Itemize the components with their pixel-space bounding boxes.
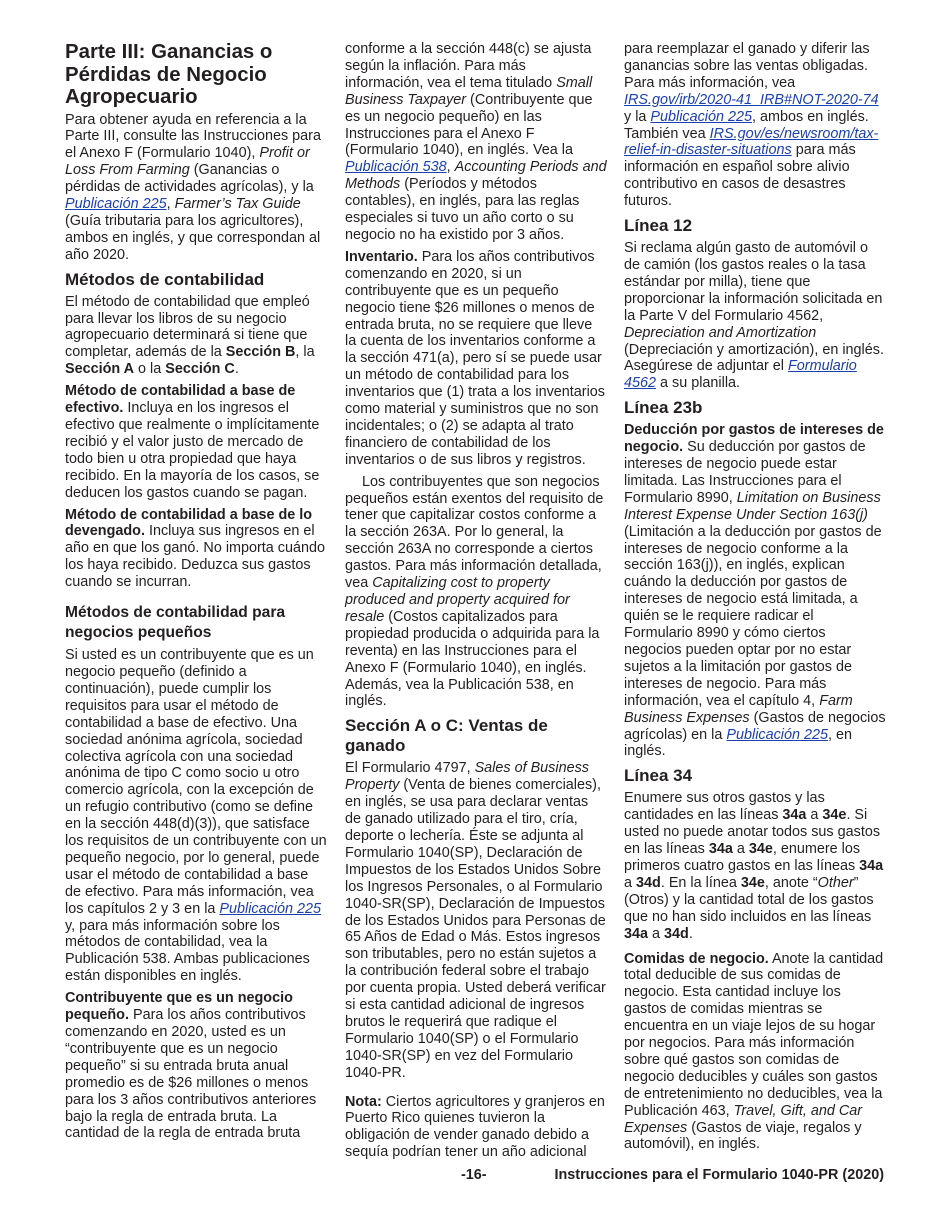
negocios-pequenos-paragraph: Si usted es un contribuyente que es un negocio pequeño (definido a continuación), puede cumplir los requisitos para usar el método de contabilidad a base de efectivo. Una sociedad anónima agrícola, sociedad colectiva agrícola con una sociedad anónima de tipo C como socio u otro comercio agrícola, con la excepción de un refugio contributivo (como se define en la sección 448(d)(3)), que satisface los requisitos de un contribuyente con un pequeño negocio, por lo general, puede usar el método de contabilidad a base de efectivo. Para más información, vea los capítulos 2 y 3 en la Publicación 225 y, para más información sobre los métodos de contabilidad, vea la Publicación 538. Ambas publicaciones están disponibles en inglés. <box>65 647 327 985</box>
column-2 <box>345 41 607 1166</box>
link-irb-2020-41[interactable]: IRS.gov/irb/2020-41_IRB#NOT-2020-74 <box>624 91 879 108</box>
inventario-paragraph: Inventario. Para los años contributivos comenzando en 2020, si un contribuyente que es un pequeño negocio tiene $26 millones o menos de entrada bruta, no se requiere que lleve la cuenta de los inventarios conforme a la sección 471(a), pero sí se puede usar un método de contabilidad para los inventarios que (1) trata a los inventarios como material y suministros que no son incidentales; o (2) se adapta al trato financiero de contabilidad de los inventarios o de sus libros y registros. <box>345 248 605 468</box>
metodos-paragraph: El método de contabilidad que empleó para llevar los libros de su negocio agropecuario determinará si tiene que completar, además de la Sección B, la Sección A o la Sección C. <box>65 293 315 378</box>
linea-12-paragraph: Si reclama algún gasto de automóvil o de camión (los gastos reales o la tasa estándar por milla), tiene que proporcionar la información solicitada en la Parte V del Formulario 4562, Depreciation and Amortization (Depreciación y amortización), en inglés. Asegúrese de adjuntar el Formulario 4562 a su planilla. <box>624 240 884 392</box>
reemplazar-ganado-paragraph: para reemplazar el ganado y diferir las ganancias sobre las ventas obligadas. Para más información, vea IRS.gov/irb/2020-41_IRB#NOT-2020-74 y la Publicación 225, ambos en inglés. También vea IRS.gov/es/newsroom/tax-relief-in-disaster-situations para más información en español sobre alivio contributivo en casos de desastres futuros. <box>624 41 879 210</box>
link-publicacion-225[interactable]: Publicación 225 <box>726 726 828 743</box>
heading-metodos-contabilidad: Métodos de contabilidad <box>65 269 265 289</box>
seccion-263a-paragraph: Los contribuyentes que son negocios pequeños están exentos del requisito de tener que capitalizar costos conforme a la sección 263A. Por lo general, la sección 263A no corresponde a ciertos gastos. Para más información detallada, vea Capitalizing cost to property produced and property acquired for resale (Costos capitalizados para propiedad producida o adquirida para la reventa) en las Instrucciones para el Anexo F (Formulario 1040), en inglés. Además, vea la Publicación 538, en inglés. <box>345 473 604 710</box>
link-publicacion-225[interactable]: Publicación 225 <box>219 900 321 917</box>
contribuyente-negocio-pequeno-paragraph: Contribuyente que es un negocio pequeño. Para los años contributivos comenzando en 2020, usted es un “contribuyente que es un negocio pequeño” si su entrada bruta anual promedio es de $26 millones o menos para los 3 años contributivos anteriores bajo la regla de entrada bruta. La cantidad de la regla de entrada bruta <box>65 990 317 1142</box>
heading-negocios-pequenos: Métodos de contabilidad para negocios pequeños <box>65 604 286 642</box>
column-3 <box>624 41 886 1158</box>
heading-linea-12: Línea 12 <box>624 216 693 236</box>
nota-paragraph: Nota: Ciertos agricultores y granjeros en Puerto Rico quienes tuvieron la obligación de vender ganado debido a sequía podrían tener un año adicional <box>345 1093 605 1161</box>
seccion-448c-paragraph: conforme a la sección 448(c) se ajusta según la inflación. Para más información, vea el tema titulado Small Business Taxpayer (Contribuyente que es un negocio pequeño) en las Instrucciones para el Anexo F (Formulario 1040), en inglés. Vea la Publicación 538, Accounting Periods and Methods (Períodos y métodos contables), en inglés, para las reglas especiales si tuvo un año corto o su negocio no ha existido por 3 años. <box>345 41 607 243</box>
heading-parte-iii: Parte III: Ganancias o Pérdidas de Negocio Agropecuario <box>65 41 273 108</box>
column-1 <box>65 41 327 1147</box>
parte-iii-intro: Para obtener ayuda en referencia a la Parte III, consulte las Instrucciones para el Anexo F (Formulario 1040), Profit or Loss From Farming (Ganancias o pérdidas de actividades agrícolas), y la Publicación 225, Farmer’s Tax Guide (Guía tributaria para los agricultores), ambos en inglés, y que correspondan al año 2020. <box>65 111 321 263</box>
heading-linea-23b: Línea 23b <box>624 398 703 418</box>
linea-23b-paragraph: Deducción por gastos de intereses de negocio. Su deducción por gastos de intereses de negocio puede estar limitada. Las Instrucciones para el Formulario 8990, Limitation on Business Interest Expense Under Section 163(j) (Limitación a la deducción por gastos de intereses de negocio conforme a la sección 163(j)), en inglés, explican cuándo la deducción por gastos de intereses de negocio está limitada, a quién se le requiere radicar el Formulario 8990 y cómo ciertos negocios pueden optar por no estar sujetos a la limitación por gastos de intereses de negocio. Para más información, vea el capítulo 4, Farm Business Expenses (Gastos de negocios agrícolas) en la Publicación 225, en inglés. <box>624 422 886 760</box>
link-formulario-4562[interactable]: Formulario 4562 <box>624 358 857 392</box>
linea-34-paragraph: Enumere sus otros gastos y las cantidades en las líneas 34a a 34e. Si usted no puede anotar todos sus gastos en las líneas 34a a 34e, enumere los primeros cuatro gastos en las líneas 34a a 34d. En la línea 34e, anote “Other” (Otros) y la cantidad total de los gastos que no han sido incluidos en las líneas 34a a 34d. <box>624 790 884 942</box>
heading-ventas-ganado: Sección A o C: Ventas de ganado <box>345 716 548 756</box>
formulario-4797-paragraph: El Formulario 4797, Sales of Business Property (Venta de bienes comerciales), en inglés, se usa para declarar ventas de ganado utilizado para el tiro, cría, deporte o lechería. Éste se adjunta al Formulario 1040(SP), Declaración de Impuestos de los Estados Unidos Sobre los Ingresos Personales, o al Formulario 1040-SR(SP), Declaración de Impuestos de los Estados Unidos para Personas de 65 Años de Edad o Más. Estos ingresos son tributables, pero no están sujetos a la contribución federal sobre el trabajo por cuenta propia. Usted deberá verificar si esta cantidad adicional de ingresos brutos le requerirá que radique el Formulario 1040(SP) o el Formulario 1040-SR(SP) en vez del Formulario 1040-PR. <box>345 760 606 1081</box>
heading-linea-34: Línea 34 <box>624 766 693 786</box>
link-tax-relief-disaster[interactable]: IRS.gov/es/newsroom/tax-relief-in-disaster-situations <box>624 125 879 159</box>
metodo-efectivo-paragraph: Método de contabilidad a base de efectivo. Incluya en los ingresos el efectivo que realmente o implícitamente recibió y el valor justo de mercado de todo bien u otra propiedad que haya recibido. En la mayoría de los casos, se deducen los gastos cuando se pagan. <box>65 383 320 501</box>
link-publicacion-538[interactable]: Publicación 538 <box>345 159 447 176</box>
footer-document-title: Instrucciones para el Formulario 1040-PR (2020) <box>554 1167 884 1183</box>
page-number: -16- <box>461 1167 487 1183</box>
link-publicacion-225[interactable]: Publicación 225 <box>650 108 753 125</box>
metodo-devengado-paragraph: Método de contabilidad a base de lo devengado. Incluya sus ingresos en el año en que los ganó. No importa cuándo los haya recibido. Deduzca sus gastos cuando se incurran. <box>65 506 326 591</box>
link-publicacion-225[interactable]: Publicación 225 <box>65 196 167 213</box>
comidas-negocio-paragraph: Comidas de negocio. Anote la cantidad total deducible de sus comidas de negocio. Esta cantidad incluye los gastos de comidas mientras se encuentra en un viaje lejos de su hogar por negocios. Para más información sobre qué gastos son comidas de negocio deducibles y cuáles son gastos de entretenimiento no deducibles, vea la Publicación 463, Travel, Gift, and Car Expenses (Gastos de viaje, regalos y automóvil), en inglés. <box>624 950 884 1153</box>
